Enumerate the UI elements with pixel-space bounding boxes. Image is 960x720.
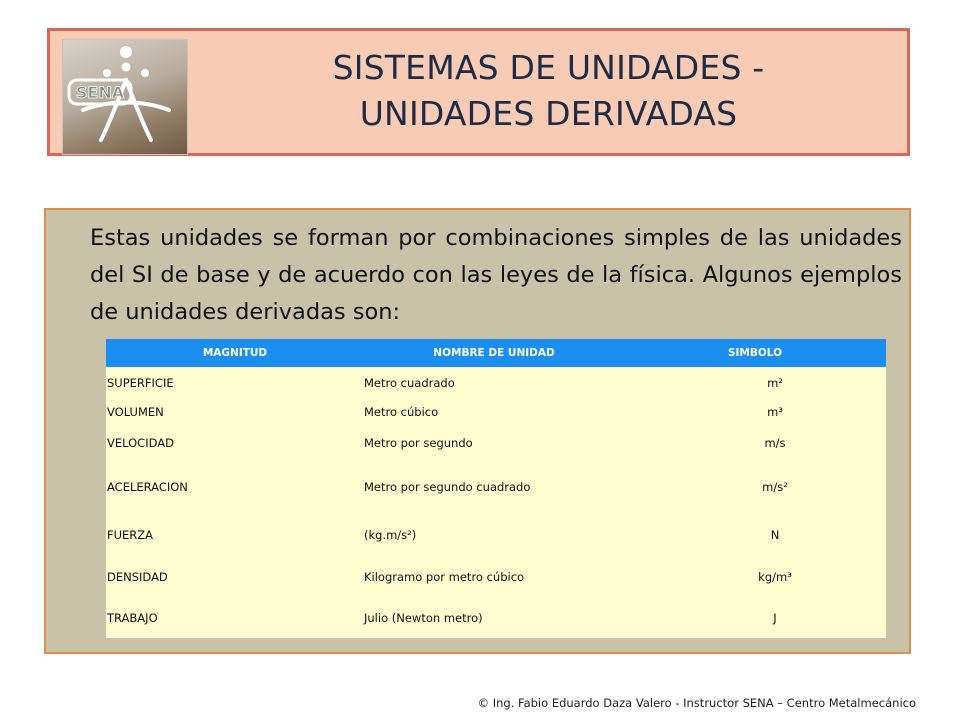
intro-paragraph: Estas unidades se forman por combinaciones simples de las unidades del SI de base y de acuerdo con las leyes de la física. Algunos ejemplos de unidades derivadas son: — [90, 225, 902, 325]
cell-nombre: Metro por segundo cuadrado — [364, 460, 624, 514]
table-row — [106, 367, 886, 398]
cell-magnitud: VOLUMEN — [106, 398, 364, 426]
sena-logo — [62, 39, 188, 155]
title-box — [47, 28, 910, 156]
units-table — [106, 339, 886, 638]
table-row — [106, 426, 886, 460]
title-line-1: SISTEMAS DE UNIDADES - — [332, 48, 765, 87]
header-magnitud: MAGNITUD — [106, 339, 364, 367]
logo-text: SENA — [75, 83, 125, 102]
table-header-row — [106, 339, 886, 367]
cell-simbolo: m² — [624, 367, 886, 398]
cell-simbolo: kg/m³ — [624, 556, 886, 598]
content-box — [44, 208, 911, 654]
cell-nombre: (kg.m/s²) — [364, 514, 624, 556]
cell-nombre: Kilogramo por metro cúbico — [364, 556, 624, 598]
table-row — [106, 556, 886, 598]
cell-magnitud: TRABAJO — [106, 598, 364, 638]
cell-simbolo: m/s² — [624, 460, 886, 514]
cell-nombre: Metro cuadrado — [364, 367, 624, 398]
table-row — [106, 398, 886, 426]
cell-magnitud: VELOCIDAD — [106, 426, 364, 460]
page-title — [190, 45, 907, 137]
cell-simbolo: m/s — [624, 426, 886, 460]
cell-nombre: Metro cúbico — [364, 398, 624, 426]
title-line-2: UNIDADES DERIVADAS — [359, 94, 738, 133]
cell-nombre: Metro por segundo — [364, 426, 624, 460]
footer-credit: © Ing. Fabio Eduardo Daza Valero - Instructor SENA – Centro Metalmecánico — [477, 696, 916, 710]
header-nombre: NOMBRE DE UNIDAD — [364, 339, 624, 367]
cell-simbolo: J — [624, 598, 886, 638]
table-row — [106, 598, 886, 638]
header-simbolo: SIMBOLO — [624, 339, 886, 367]
cell-magnitud: SUPERFICIE — [106, 367, 364, 398]
cell-magnitud: DENSIDAD — [106, 556, 364, 598]
table-row — [106, 460, 886, 514]
cell-simbolo: N — [624, 514, 886, 556]
cell-simbolo: m³ — [624, 398, 886, 426]
cell-magnitud: ACELERACION — [106, 460, 364, 514]
cell-nombre: Julio (Newton metro) — [364, 598, 624, 638]
table-row — [106, 514, 886, 556]
cell-magnitud: FUERZA — [106, 514, 364, 556]
